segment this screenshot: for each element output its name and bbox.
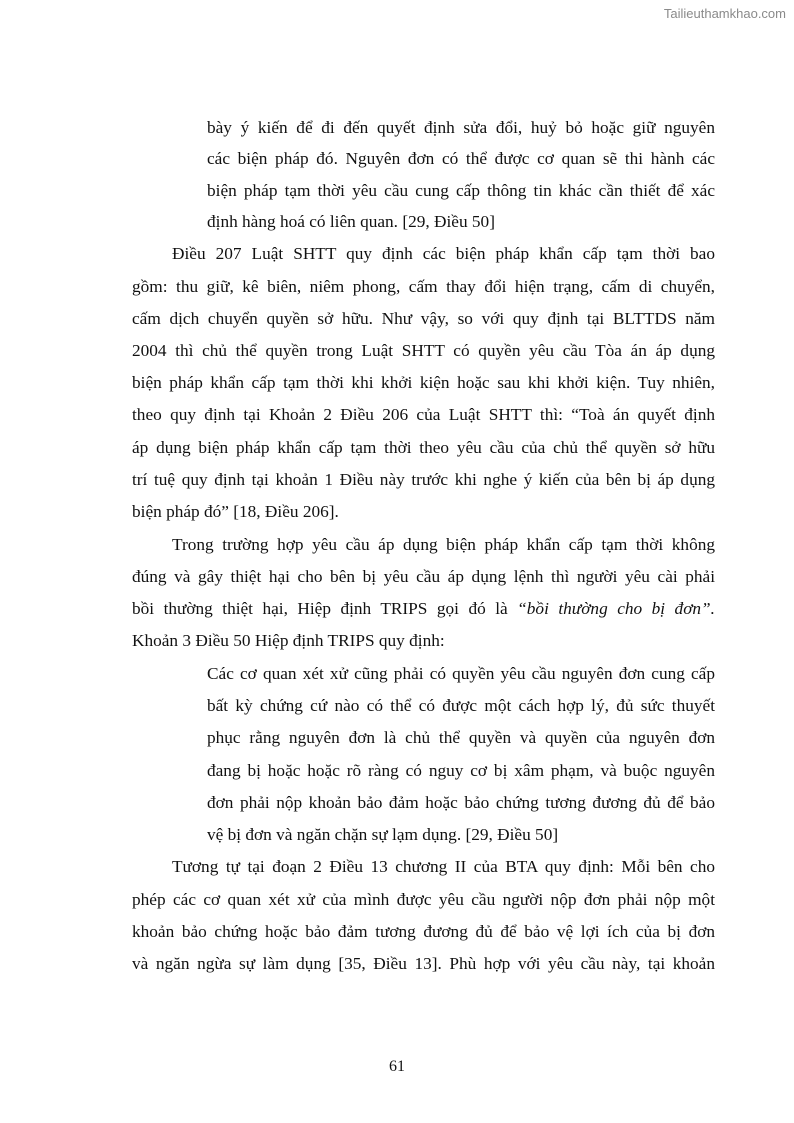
text-line: biện pháp tạm thời yêu cầu cung cấp thông tin khác cần thiết để xác: [207, 181, 715, 200]
text-line: bất kỳ chứng cứ nào có thể có được một cách hợp lý, đủ sức thuyết: [207, 696, 715, 715]
text-line: biện pháp đó” [18, Điều 206].: [132, 502, 339, 521]
text-line: Khoản 3 Điều 50 Hiệp định TRIPS quy định:: [132, 631, 445, 650]
text-line: gồm: thu giữ, kê biên, niêm phong, cấm thay đổi hiện trạng, cấm di chuyển,: [132, 277, 715, 296]
text-line: áp dụng biện pháp khẩn cấp tạm thời theo yêu cầu của chủ thể quyền sở hữu: [132, 438, 715, 457]
text-line: định hàng hoá có liên quan. [29, Điều 50]: [207, 212, 495, 231]
text-line: khoản bảo chứng hoặc bảo đảm tương đương đủ để bảo vệ lợi ích của bị đơn: [132, 922, 715, 941]
text-line: 2004 thì chủ thể quyền trong Luật SHTT có quyền yêu cầu Tòa án áp dụng: [132, 341, 715, 360]
text-line: các biện pháp đó. Nguyên đơn có thể được cơ quan sẽ thi hành các: [207, 149, 715, 168]
text-line: Điều 207 Luật SHTT quy định các biện pháp khẩn cấp tạm thời bao: [172, 244, 715, 263]
text-line: phép các cơ quan xét xử của mình được yêu cầu người nộp đơn phải nộp một: [132, 890, 715, 909]
text-line: Tương tự tại đoạn 2 Điều 13 chương II của BTA quy định: Mỗi bên cho: [172, 857, 715, 876]
page-number: 61: [389, 1058, 405, 1075]
text-line: và ngăn ngừa sự làm dụng [35, Điều 13]. Phù hợp với yêu cầu này, tại khoản: [132, 954, 715, 973]
text-line: trí tuệ quy định tại khoản 1 Điều này trước khi nghe ý kiến của bên bị áp dụng: [132, 470, 715, 489]
text-line: biện pháp khẩn cấp tạm thời khi khởi kiện hoặc sau khi khởi kiện. Tuy nhiên,: [132, 373, 715, 392]
text-line: theo quy định tại Khoản 2 Điều 206 của Luật SHTT thì: “Toà án quyết định: [132, 405, 715, 424]
text-line: phục rằng nguyên đơn là chủ thể quyền và quyền của nguyên đơn: [207, 728, 715, 747]
text-line: [132, 599, 715, 619]
text-line: Trong trường hợp yêu cầu áp dụng biện pháp khẩn cấp tạm thời không: [172, 535, 715, 554]
text-line: đơn phải nộp khoản bảo đảm hoặc bảo chứng tương đương đủ để bảo: [207, 793, 715, 812]
text-line: vệ bị đơn và ngăn chặn sự lạm dụng. [29, Điều 50]: [207, 825, 559, 844]
text-line: đúng và gây thiệt hại cho bên bị yêu cầu áp dụng lệnh thì người yêu cài phải: [132, 567, 715, 586]
text-line: đang bị hoặc hoặc rõ ràng có nguy cơ bị xâm phạm, và buộc nguyên: [207, 761, 715, 780]
italic-quote: “bồi thường cho bị đơn”.: [517, 599, 715, 618]
watermark: Tailieuthamkhao.com: [663, 6, 786, 21]
text-line: bày ý kiến để đi đến quyết định sửa đổi, huỷ bỏ hoặc giữ nguyên: [207, 118, 715, 137]
text-line: cấm dịch chuyển quyền sở hữu. Như vậy, so với quy định tại BLTTDS năm: [132, 309, 715, 328]
text-span: bồi thường thiệt hại, Hiệp định TRIPS gọi đó là: [132, 599, 518, 618]
text-line: Các cơ quan xét xử cũng phải có quyền yêu cầu nguyên đơn cung cấp: [207, 664, 715, 683]
